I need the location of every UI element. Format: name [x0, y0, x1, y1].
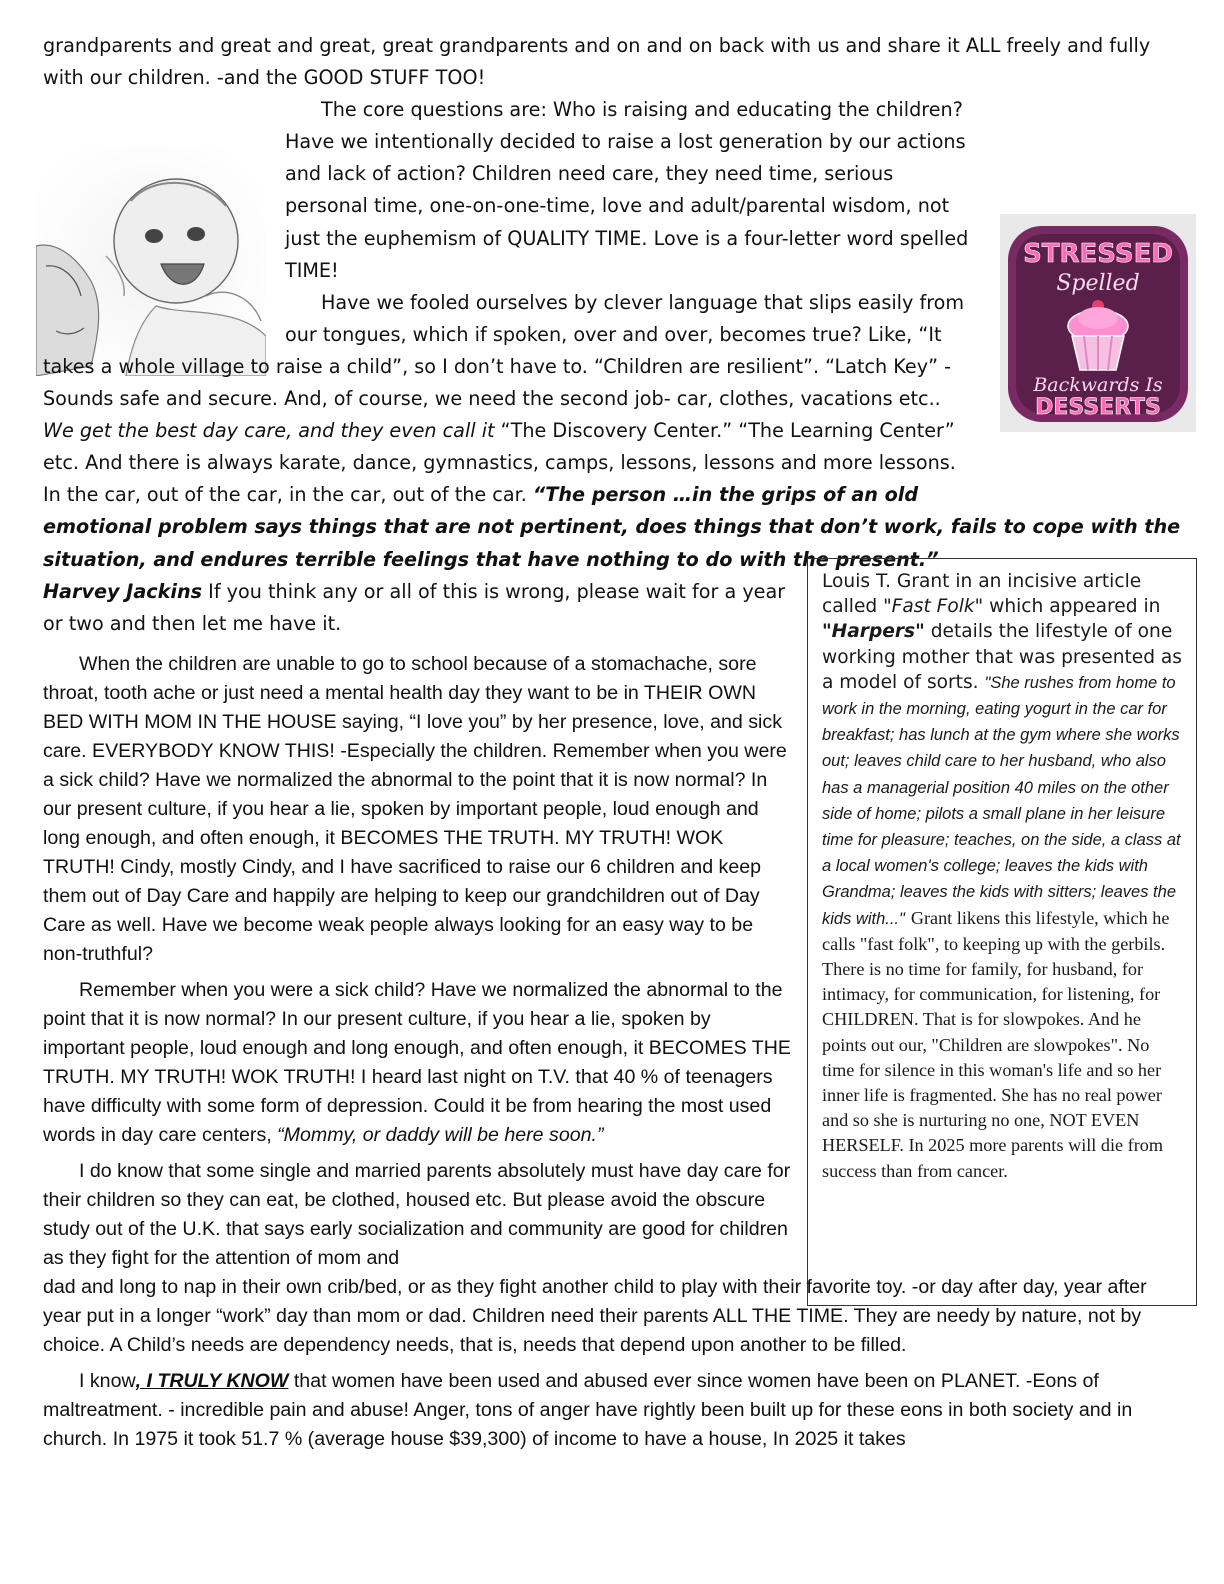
body-paragraph-3b: dad and long to nap in their own crib/bed, or as they fight another child to play with their favorite toy. -or day after day, year after year put in a longer “work” day than mom or dad. Children need their parents ALL THE TIME. They are needy by nature, not by choice. A Child’s needs are dependency needs, that is, needs that depend upon another to be filled.: [43, 1276, 1147, 1356]
intro-paragraph-2: The core questions are: Who is raising and educating the children? Have we intentionally decided to raise a lost generation by our actions and lack of action? Children need care, they need time, serious personal time, one-on-one-time, love and adult/parental wisdom, not just the euphemism of QUALITY TIME. Love is a four-letter word spelled TIME!: [285, 98, 969, 282]
emphasis-truly-know: , I TRULY KNOW: [135, 1370, 289, 1392]
sticker-line-3: Backwards Is: [1033, 374, 1163, 396]
body-paragraph-2: [43, 976, 791, 1150]
sidebar-details: details the lifestyle of one working mother that was presented as a model of sorts.: [822, 621, 1182, 693]
body-paragraph-3a: I do know that some single and married parents absolutely must have day care for their children so they can eat, be clothed, housed etc. But please avoid the obscure study out of the U.K. that says early socialization and community are good for children as they fight for the attention of mom and: [43, 1160, 791, 1269]
intro-paragraph-3-text: Have we fooled ourselves by clever language that slips easily from our tongues, which if spoken, over and over, becomes true? Like, “It takes a whole village to raise a child”, so I don’t have to. “Children are resilient”. “Latch Key” -Sounds safe and secure. And, of course, we need the second job- car, clothes, vacations etc..: [43, 290, 965, 411]
quote-author: Harvey Jackins: [43, 579, 203, 603]
sticker-line-2: Spelled: [1056, 271, 1140, 296]
quote-after-text: If you think any or all of this is wrong, please wait for a year or two and then let me have it.: [43, 579, 786, 635]
article-title: "Fast Folk": [883, 596, 984, 618]
body-paragraph-4-rest: that women have been used and abused ever since women have been on PLANET. -Eons of maltreatment. - incredible pain and abuse! Anger, tons of anger have rightly been built up for these eons in both society and in church. In 1975 it took 51.7 % (average house $39,300) of income to have a house, In 2025 it takes: [43, 1370, 1133, 1450]
intro-paragraph-3-centers: “The Discovery Center.” “The Learning Center” etc. And there is always karate, dance, gymnastics, camps, lessons, lessons and more lessons. In the car, out of the car, in the car, out of the car.: [43, 419, 956, 507]
body-paragraph-2-quote: “Mommy, or daddy will be here soon.”: [277, 1124, 604, 1146]
sidebar-quote: "She rushes from home to work in the morning, eating yogurt in the car for breakfast; has lunch at the gym where she works out; leaves child care to her husband, who also has a managerial position 40 miles on the other side of home; pilots a small plane in her leisure time for pleasure; teaches, on the side, a class at a local women's college; leaves the kids with Grandma; leaves the kids with sitters; leaves the kids with...": [822, 673, 1181, 928]
intro-paragraph-1: grandparents and great and great, great grandparents and on and on back with us and share it ALL freely and fully with our children. -and the GOOD STUFF TOO!: [43, 34, 1151, 90]
jackins-quote: “The person …in the grips of an old emotional problem says things that are not pertinent, does things that don’t work, fails to cope with the situation, and endures terrible feelings that have nothing to do with the present.”: [43, 483, 1181, 571]
sidebar-which: which appeared in: [989, 596, 1161, 618]
intro-paragraph-4: [43, 576, 788, 640]
body-paragraph-2-text: Remember when you were a sick child? Have we normalized the abnormal to the point that it is now normal? In our present culture, if you hear a lie, spoken by important people, loud enough and long enough, and often enough, it BECOMES THE TRUTH. MY TRUTH! WOK TRUTH! I heard last night on T.V. that 40 % of teenagers have difficulty with some form of depression. Could it be from hearing the most used words in day care centers,: [43, 979, 791, 1146]
intro-paragraph-3-italic: We get the best day care, and they even call it: [43, 419, 495, 443]
sidebar-intro: Louis T. Grant in an incisive article called: [822, 571, 1142, 618]
sidebar-rest: Grant likens this lifestyle, which he calls "fast folk", to keeping up with the gerbils. There is no time for family, for husband, for intimacy, for communication, for listening, for CHILDREN. That is for slowpokes. And he points out our, "Children are slowpokes". No time for silence in this woman's life and so her inner life is fragmented. She has no real power and so she is nurturing no one, NOT EVEN HERSELF. In 2025 more parents will die from success than from cancer.: [822, 907, 1170, 1181]
sticker-line-4: DESSERTS: [1035, 395, 1161, 420]
magazine-name: "Harpers": [822, 621, 925, 643]
body-paragraph-4-start: I know: [79, 1370, 136, 1392]
intro-section: [43, 30, 1188, 643]
main-body: [43, 650, 1188, 1454]
sticker-line-1: STRESSED: [1023, 239, 1173, 269]
body-paragraph-1: When the children are unable to go to school because of a stomachache, sore throat, tooth ache or just need a mental health day they want to be in THEIR OWN BED WITH MOM IN THE HOUSE saying, “I love you” by her presence, love, and sick care. EVERYBODY KNOW THIS! -Especially the children. Remember when you were a sick child? Have we normalized the abnormal to the point that it is now normal? In our present culture, if you hear a lie, spoken by important people, loud enough and long enough, and often enough, it BECOMES THE TRUTH. MY TRUTH! WOK TRUTH! Cindy, mostly Cindy, and I have sacrificed to raise our 6 children and keep them out of Day Care and happily are helping to keep our grandchildren out of Day Care as well. Have we become weak people always looking for an easy way to be non-truthful?: [43, 653, 787, 965]
body-paragraph-4: [43, 1367, 1188, 1454]
